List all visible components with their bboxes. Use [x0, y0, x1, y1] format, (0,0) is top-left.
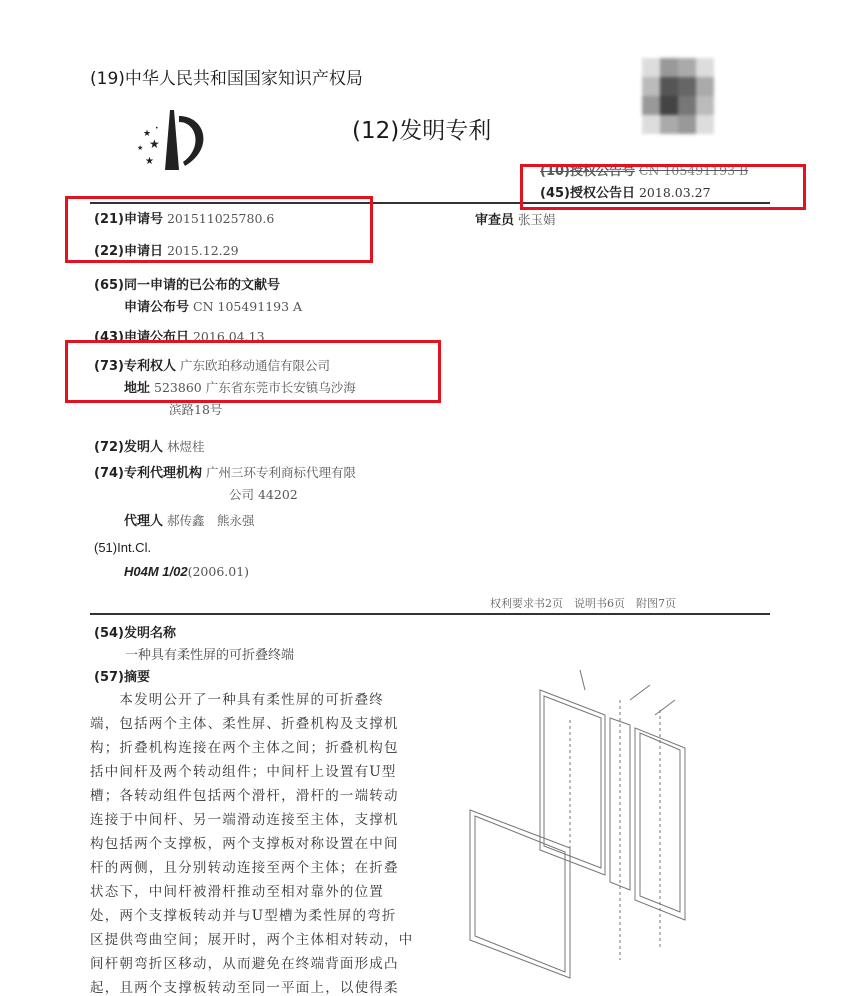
- publication-number-label: 申请公布号: [124, 300, 190, 315]
- abstract-line: 起，且两个支撑板转动至同一平面上，以使得柔: [90, 980, 399, 996]
- publication-number-value: CN 105491193 A: [193, 299, 303, 314]
- svg-text:★: ★: [145, 156, 154, 167]
- patentee-label: (73)专利权人: [94, 359, 176, 374]
- abstract-line: 间杆朝弯折区移动，从而避免在终端背面形成凸: [90, 956, 399, 972]
- office-name: (19)中华人民共和国国家知识产权局: [90, 69, 363, 89]
- abstract-line: 构包括两个支撑板，两个支撑板对称设置在中间: [90, 836, 399, 852]
- intcl-label: (51)Int.Cl.: [94, 540, 152, 555]
- grant-pub-no-label: (10)授权公告号: [540, 164, 635, 179]
- publication-date-value: 2016.04.13: [192, 329, 265, 344]
- highlight-box-patentee: [65, 340, 441, 403]
- agency-continued: [225, 485, 298, 503]
- abstract-line: 处，两个支撑板转动并与U型槽为柔性屏的弯折: [90, 908, 397, 924]
- agency-value: 广州三环专利商标代理有限: [205, 465, 356, 480]
- blurred-qr-image: [642, 58, 714, 134]
- application-date-label: (22)申请日: [94, 244, 163, 259]
- address-continued-value: 滨路18号: [169, 402, 223, 417]
- abstract-line: 区提供弯曲空间；展开时，两个主体相对转动，中: [90, 932, 414, 948]
- abstract-line: 括中间杆及两个转动组件；中间杆上设置有U型: [90, 764, 397, 780]
- section-divider: [90, 613, 770, 615]
- document-type: (12)发明专利: [352, 118, 492, 144]
- agent: [124, 510, 255, 529]
- examiner-label: 审查员: [475, 213, 515, 228]
- page-counts: 权利要求书2页 说明书6页 附图7页: [490, 597, 676, 610]
- invention-title: 一种具有柔性屏的可折叠终端: [125, 648, 295, 663]
- examiner: [475, 209, 556, 228]
- svg-text:★: ★: [137, 144, 144, 152]
- application-number-label: (21)申请号: [94, 212, 163, 227]
- application-date-value: 2015.12.29: [166, 243, 239, 258]
- intcl-heading: [94, 540, 151, 556]
- address-label: 地址: [124, 381, 151, 396]
- intcl-class: [124, 564, 249, 580]
- examiner-value: 张玉娟: [518, 212, 556, 227]
- intcl-version: (2006.01): [187, 564, 250, 579]
- inventor-label: (72)发明人: [94, 440, 163, 455]
- abstract-line: 连接于中间杆、另一端滑动连接至主体，支撑机: [90, 812, 399, 828]
- cnipa-logo-icon: [135, 108, 220, 173]
- publication-date-label: (43)申请公布日: [94, 330, 189, 345]
- abstract-line: 状态下，中间杆被滑杆推动至相对靠外的位置: [90, 884, 384, 900]
- agent-label: 代理人: [124, 514, 164, 529]
- intcl-code: H04M 1/02: [124, 564, 188, 579]
- publication-number: [124, 296, 302, 315]
- inventor: [94, 436, 205, 455]
- grant-pub-no-value: CN 105491193 B: [638, 163, 749, 178]
- agency-continued-value: 公司 44202: [229, 487, 298, 502]
- svg-text:★: ★: [149, 137, 160, 151]
- agency-label: (74)专利代理机构: [94, 466, 202, 481]
- grant-date-value: 2018.03.27: [638, 185, 711, 200]
- abstract-line: 构；折叠机构连接在两个主体之间；折叠机构包: [90, 740, 399, 756]
- prior-publication-label: (65)同一申请的已公布的文献号: [94, 278, 280, 293]
- abstract-line: 槽；各转动组件包括两个滑杆，滑杆的一端转动: [90, 788, 399, 804]
- agency: [94, 462, 356, 481]
- highlight-box-grant-date: [520, 164, 806, 210]
- prior-publication-heading: [94, 274, 280, 293]
- svg-text:•: •: [155, 125, 159, 132]
- address-value: 523860 广东省东莞市长安镇乌沙海: [154, 380, 356, 395]
- highlight-box-application: [65, 196, 373, 263]
- abstract-line: 端，包括两个主体、柔性屏、折叠机构及支撑机: [90, 716, 399, 732]
- agent-value: 郝传鑫 熊永强: [167, 513, 255, 528]
- abstract-line: 杆的两侧，且分别转动连接至两个主体；在折叠: [90, 860, 399, 876]
- grant-date-label: (45)授权公告日: [540, 186, 635, 201]
- abstract-label: (57)摘要: [94, 670, 150, 685]
- patent-drawing: [460, 660, 720, 979]
- application-number-value: 201511025780.6: [166, 211, 275, 226]
- inventor-value: 林煜桂: [166, 439, 205, 454]
- abstract-line: 本发明公开了一种具有柔性屏的可折叠终: [90, 692, 384, 708]
- title-label: (54)发明名称: [94, 626, 176, 641]
- svg-text:★: ★: [143, 129, 152, 139]
- patentee-value: 广东欧珀移动通信有限公司: [179, 358, 330, 373]
